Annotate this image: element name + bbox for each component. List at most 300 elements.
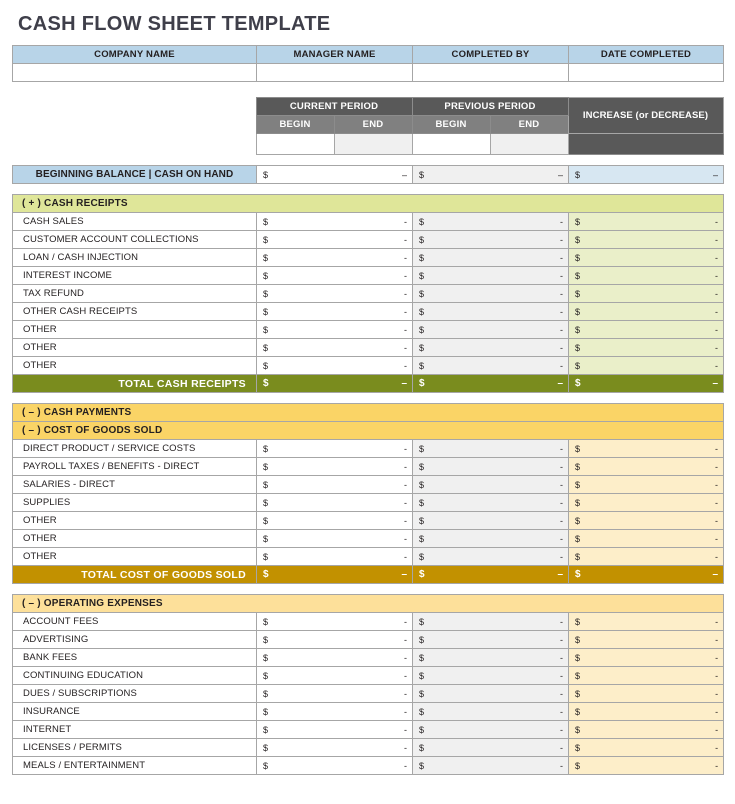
cell-value: - [560,324,563,335]
currency-symbol: $ [263,616,269,627]
amount-cell-previous[interactable] [413,649,569,667]
currency-symbol: $ [419,497,425,508]
amount-cell-increase [569,285,724,303]
table-row [13,703,724,721]
currency-symbol: $ [575,270,581,281]
amount-cell-previous[interactable] [413,440,569,458]
cell-value: - [715,461,718,472]
currency-symbol: $ [419,616,425,627]
amount-cell-increase [569,757,724,775]
cell-value: - [560,234,563,245]
cell-value: - [404,724,407,735]
currency-symbol: $ [575,551,581,562]
amount-cell-current[interactable] [257,512,413,530]
line-item-label: TAX REFUND [13,285,257,303]
currency-symbol: $ [419,533,425,544]
amount-cell-increase [569,321,724,339]
cell-value: - [404,533,407,544]
currency-symbol: $ [419,169,425,180]
total-amount-previous [413,566,569,584]
currency-symbol: $ [263,252,269,263]
currency-symbol: $ [263,479,269,490]
table-row [13,303,724,321]
header-previous-end: END [490,116,568,134]
beginning-balance-row [13,166,724,184]
line-item-label: INTERNET [13,721,257,739]
currency-symbol: $ [263,324,269,335]
currency-symbol: $ [263,443,269,454]
amount-cell-current[interactable] [257,267,413,285]
amount-cell-current[interactable] [257,548,413,566]
currency-symbol: $ [419,306,425,317]
amount-cell-increase [569,703,724,721]
total-row [13,566,724,584]
cell-value: - [560,342,563,353]
currency-symbol: $ [419,688,425,699]
cell-value: - [560,652,563,663]
amount-cell-increase [569,357,724,375]
table-row [13,512,724,530]
total-amount-current [257,375,413,393]
input-company-name[interactable] [13,64,257,82]
currency-symbol: $ [575,324,581,335]
currency-symbol: $ [263,670,269,681]
line-item-label: OTHER [13,548,257,566]
cell-value: - [560,216,563,227]
amount-cell-increase [569,631,724,649]
amount-cell-current[interactable] [257,667,413,685]
amount-cell-increase [569,739,724,757]
cell-value: – [401,378,407,389]
amount-cell-current[interactable] [257,249,413,267]
section-subheader-label: ( – ) COST OF GOODS SOLD [13,422,724,440]
total-label: TOTAL CASH RECEIPTS [13,375,257,393]
currency-symbol: $ [419,443,425,454]
input-previous-end[interactable] [490,134,568,155]
currency-symbol: $ [419,742,425,753]
col-header-date-completed: DATE COMPLETED [569,46,724,64]
amount-cell-increase [569,667,724,685]
cell-value: - [404,342,407,353]
line-item-label: LOAN / CASH INJECTION [13,249,257,267]
amount-cell-current[interactable] [257,231,413,249]
cell-value: - [560,670,563,681]
line-item-label: MEALS / ENTERTAINMENT [13,757,257,775]
header-increase-decrease: INCREASE (or DECREASE) [568,98,723,134]
amount-cell-current[interactable] [257,476,413,494]
currency-symbol: $ [263,706,269,717]
table-row [13,494,724,512]
amount-cell-previous[interactable] [413,476,569,494]
currency-symbol: $ [263,216,269,227]
cell-value: - [715,724,719,735]
amount-cell-current[interactable] [257,494,413,512]
amount-cell-increase [569,249,724,267]
amount-cell-current[interactable] [257,649,413,667]
table-row [13,631,724,649]
amount-cell-previous[interactable] [413,285,569,303]
currency-symbol: $ [419,252,425,263]
cell-value: - [715,688,719,699]
currency-symbol: $ [263,742,269,753]
input-manager-name[interactable] [257,64,413,82]
currency-symbol: $ [419,270,425,281]
amount-cell-current[interactable] [257,721,413,739]
cell-value: - [560,360,563,371]
total-row [13,375,724,393]
line-item-label: SUPPLIES [13,494,257,512]
currency-symbol: $ [575,497,581,508]
amount-cell-current[interactable] [257,321,413,339]
currency-symbol: $ [263,360,269,371]
cost-of-goods-sold-table [12,403,724,584]
amount-cell-increase [569,303,724,321]
currency-symbol: $ [575,216,581,227]
table-row [13,757,724,775]
cell-value: - [560,551,563,562]
cell-value: - [715,551,718,562]
cell-value: - [404,670,407,681]
cell-value: - [715,360,719,371]
currency-symbol: $ [263,724,269,735]
cell-value: - [715,216,719,227]
amount-cell-current[interactable] [257,703,413,721]
line-item-label: DUES / SUBSCRIPTIONS [13,685,257,703]
table-row [13,613,724,631]
amount-cell-previous[interactable] [413,721,569,739]
amount-cell-increase [569,685,724,703]
amount-cell-previous[interactable] [413,667,569,685]
line-item-label: OTHER [13,339,257,357]
cell-value: - [715,533,718,544]
currency-symbol: $ [575,252,581,263]
amount-cell-current[interactable] [257,757,413,775]
amount-cell-increase [569,494,724,512]
table-row [13,321,724,339]
amount-cell-previous[interactable] [413,613,569,631]
page-title: CASH FLOW SHEET TEMPLATE [18,13,331,35]
cell-value: - [560,688,563,699]
currency-symbol: $ [419,324,425,335]
beginning-balance-previous[interactable] [413,166,569,184]
cell-value: - [560,760,563,771]
cell-value: - [715,234,719,245]
currency-symbol: $ [419,216,425,227]
currency-symbol: $ [263,288,269,299]
table-row [13,357,724,375]
total-amount-current [257,566,413,584]
amount-cell-previous[interactable] [413,267,569,285]
cell-value: - [560,443,563,454]
header-current-period: CURRENT PERIOD [256,98,412,116]
line-item-label: OTHER CASH RECEIPTS [13,303,257,321]
cell-value: - [404,760,407,771]
cell-value: - [715,342,719,353]
cell-value: - [404,461,407,472]
amount-cell-increase [569,231,724,249]
currency-symbol: $ [419,551,425,562]
beginning-balance-current[interactable] [257,166,413,184]
currency-symbol: $ [575,742,581,753]
amount-cell-previous[interactable] [413,703,569,721]
currency-symbol: $ [263,342,269,353]
cell-value: - [404,706,407,717]
amount-cell-previous[interactable] [413,303,569,321]
amount-cell-increase [569,476,724,494]
cell-value: - [715,288,719,299]
currency-symbol: $ [419,670,425,681]
cell-value: - [404,288,407,299]
currency-symbol: $ [419,634,425,645]
amount-cell-current[interactable] [257,357,413,375]
line-item-label: INSURANCE [13,703,257,721]
company-info-table [12,45,724,82]
cell-value: - [404,216,407,227]
cell-value: – [712,169,718,180]
currency-symbol: $ [419,652,425,663]
cell-value: - [560,252,563,263]
currency-symbol: $ [419,569,425,580]
cell-value: – [401,169,407,180]
line-item-label: OTHER [13,357,257,375]
cell-value: - [404,688,407,699]
amount-cell-previous[interactable] [413,548,569,566]
amount-cell-current[interactable] [257,339,413,357]
header-previous-begin: BEGIN [412,116,490,134]
currency-symbol: $ [419,360,425,371]
period-date-input-row [12,134,723,155]
amount-cell-previous[interactable] [413,631,569,649]
currency-symbol: $ [575,479,581,490]
amount-cell-increase [569,530,724,548]
section-header-operating-expenses [13,595,724,613]
period-group-row [12,98,723,116]
amount-cell-previous[interactable] [413,458,569,476]
line-item-label: ACCOUNT FEES [13,613,257,631]
cell-value: - [715,760,719,771]
amount-cell-previous[interactable] [413,249,569,267]
currency-symbol: $ [419,706,425,717]
currency-symbol: $ [575,688,581,699]
currency-symbol: $ [263,461,269,472]
currency-symbol: $ [419,342,425,353]
cell-value: – [557,569,563,580]
line-item-label: LICENSES / PERMITS [13,739,257,757]
cell-value: - [715,616,719,627]
currency-symbol: $ [575,515,581,526]
amount-cell-previous[interactable] [413,321,569,339]
cell-value: - [404,360,407,371]
table-row [13,213,724,231]
currency-symbol: $ [575,169,581,180]
line-item-label: CUSTOMER ACCOUNT COLLECTIONS [13,231,257,249]
table-row [13,231,724,249]
currency-symbol: $ [263,634,269,645]
operating-expenses-table [12,594,724,775]
table-row [13,267,724,285]
amount-cell-increase [569,267,724,285]
cell-value: – [401,569,407,580]
currency-symbol: $ [575,569,581,580]
currency-symbol: $ [263,688,269,699]
amount-cell-previous[interactable] [413,512,569,530]
line-item-label: OTHER [13,321,257,339]
amount-cell-current[interactable] [257,530,413,548]
table-row [13,285,724,303]
amount-cell-increase [569,649,724,667]
cell-value: - [404,616,407,627]
col-header-company-name: COMPANY NAME [13,46,257,64]
currency-symbol: $ [263,551,269,562]
line-item-label: INTEREST INCOME [13,267,257,285]
currency-symbol: $ [575,288,581,299]
currency-symbol: $ [263,569,269,580]
cell-value: - [404,252,407,263]
period-spacer [12,98,256,116]
currency-symbol: $ [575,342,581,353]
period-header-table [12,97,724,155]
currency-symbol: $ [419,234,425,245]
currency-symbol: $ [419,378,425,389]
cell-value: - [404,551,407,562]
currency-symbol: $ [575,634,581,645]
cell-value: - [715,270,719,281]
table-row [13,739,724,757]
amount-cell-previous[interactable] [413,739,569,757]
cell-value: - [560,742,563,753]
amount-cell-previous[interactable] [413,685,569,703]
line-item-label: OTHER [13,512,257,530]
line-item-label: CASH SALES [13,213,257,231]
amount-cell-current[interactable] [257,631,413,649]
header-previous-period: PREVIOUS PERIOD [412,98,568,116]
cell-value: - [715,515,718,526]
cell-value: - [715,670,719,681]
period-spacer-2 [12,116,256,134]
line-item-label: PAYROLL TAXES / BENEFITS - DIRECT [13,458,257,476]
currency-symbol: $ [263,497,269,508]
beginning-balance-label: BEGINNING BALANCE | CASH ON HAND [13,166,257,184]
currency-symbol: $ [263,515,269,526]
line-item-label: SALARIES - DIRECT [13,476,257,494]
currency-symbol: $ [263,378,269,389]
cell-value: – [712,569,718,580]
currency-symbol: $ [575,670,581,681]
amount-cell-current[interactable] [257,285,413,303]
cell-value: - [560,616,563,627]
amount-cell-previous[interactable] [413,757,569,775]
amount-cell-increase [569,339,724,357]
cell-value: - [560,497,563,508]
currency-symbol: $ [419,461,425,472]
amount-cell-previous[interactable] [413,213,569,231]
section-header-cash-receipts [13,195,724,213]
input-completed-by[interactable] [413,64,569,82]
amount-cell-current[interactable] [257,739,413,757]
info-header-row [13,46,724,64]
total-label: TOTAL COST OF GOODS SOLD [13,566,257,584]
cell-value: - [404,234,407,245]
line-item-label: ADVERTISING [13,631,257,649]
cell-value: - [560,479,563,490]
currency-symbol: $ [575,461,581,472]
amount-cell-increase [569,721,724,739]
currency-symbol: $ [575,533,581,544]
increase-header-filler [568,134,723,155]
amount-cell-current[interactable] [257,213,413,231]
cell-value: - [560,515,563,526]
cell-value: - [404,742,407,753]
currency-symbol: $ [575,443,581,454]
cell-value: - [560,270,563,281]
amount-cell-current[interactable] [257,685,413,703]
cell-value: - [560,706,563,717]
currency-symbol: $ [419,479,425,490]
amount-cell-current[interactable] [257,303,413,321]
amount-cell-current[interactable] [257,440,413,458]
amount-cell-previous[interactable] [413,530,569,548]
currency-symbol: $ [419,760,425,771]
cash-receipts-table [12,194,724,393]
line-item-label: BANK FEES [13,649,257,667]
total-amount-increase [569,375,724,393]
currency-symbol: $ [263,652,269,663]
table-row [13,530,724,548]
input-current-begin[interactable] [256,134,334,155]
table-row [13,548,724,566]
cell-value: - [715,306,719,317]
table-row [13,458,724,476]
total-amount-increase [569,566,724,584]
amount-cell-previous[interactable] [413,494,569,512]
cell-value: – [557,169,563,180]
input-current-end[interactable] [334,134,412,155]
input-previous-begin[interactable] [412,134,490,155]
input-date-completed[interactable] [569,64,724,82]
currency-symbol: $ [263,270,269,281]
cell-value: - [715,706,719,717]
currency-symbol: $ [575,652,581,663]
currency-symbol: $ [263,234,269,245]
amount-cell-previous[interactable] [413,339,569,357]
amount-cell-previous[interactable] [413,357,569,375]
line-item-label: CONTINUING EDUCATION [13,667,257,685]
header-current-end: END [334,116,412,134]
cell-value: - [715,324,719,335]
cell-value: - [404,443,407,454]
col-header-completed-by: COMPLETED BY [413,46,569,64]
amount-cell-current[interactable] [257,458,413,476]
amount-cell-previous[interactable] [413,231,569,249]
table-row [13,667,724,685]
table-row [13,721,724,739]
cell-value: - [560,634,563,645]
currency-symbol: $ [575,360,581,371]
cell-value: - [715,652,719,663]
section-header-label: ( – ) CASH PAYMENTS [13,404,724,422]
currency-symbol: $ [419,515,425,526]
period-spacer-3 [12,134,256,155]
table-row [13,249,724,267]
currency-symbol: $ [575,706,581,717]
currency-symbol: $ [575,760,581,771]
cell-value: - [715,443,718,454]
amount-cell-current[interactable] [257,613,413,631]
beginning-balance-increase [569,166,724,184]
total-amount-previous [413,375,569,393]
table-row [13,440,724,458]
cell-value: - [560,288,563,299]
